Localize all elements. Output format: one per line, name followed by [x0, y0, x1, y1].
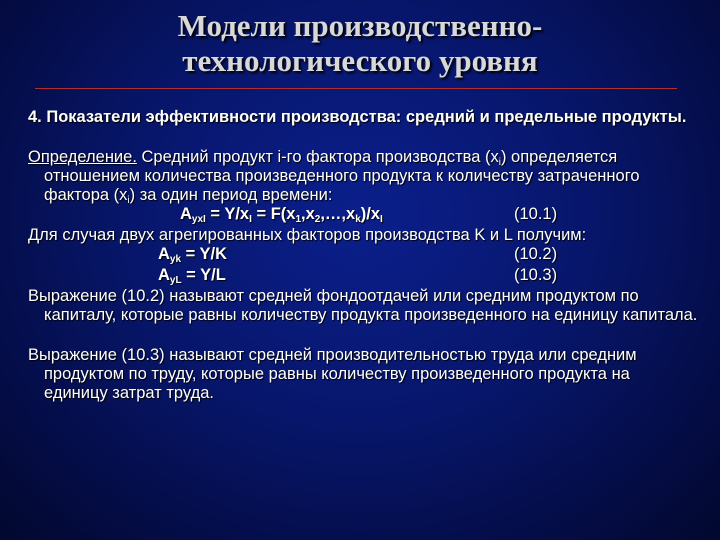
title-line-2: технологического уровня [182, 43, 538, 78]
definition-label: Определение. [28, 148, 137, 166]
definition-text-2: ) определяется отношением количества произведенного продукта к количеству затраченного фактора (x [44, 148, 640, 204]
section-heading: 4. Показатели эффективности производства: средний и предельные продукты. [28, 108, 687, 126]
formula-10-1-expression: $A_{yxI} = Y/x_I$ = $F(x_1,x_2,\dots,x_k)/x_I$ [180, 205, 383, 225]
formula-10-1 [28, 205, 698, 226]
formula-10-3-expression: $A_{yL} = Y/L$ [158, 266, 226, 286]
definition-sub-i-2: i [127, 195, 130, 206]
formula-10-3-number: (10.3) [514, 266, 558, 284]
capital-productivity-paragraph: Выражение (10.2) называют средней фондоотдачей или средним продуктом по капиталу, которые равны количеству продукта произведенного на единицу капитала. [28, 287, 698, 324]
definition-sub-i: i [498, 157, 501, 168]
slide-body [28, 108, 698, 403]
formula-10-3 [28, 266, 698, 287]
slide-title [0, 8, 720, 78]
title-divider [35, 88, 677, 89]
labor-productivity-paragraph: Выражение (10.3) называют средней производительностью труда или средним продуктом по труду, которые равны количеству произведенного продукта на единицу затрат труда. [28, 346, 637, 402]
definition-text: Средний продукт i-го фактора производства (x [136, 148, 499, 166]
definition-paragraph [28, 148, 698, 205]
formula-10-1-number: (10.1) [514, 205, 558, 223]
definition-text-3: ) за один период времени: [129, 186, 333, 204]
two-factors-paragraph: Для случая двух агрегированных факторов производства K и L получим: [28, 226, 587, 244]
formula-10-2-number: (10.2) [514, 245, 558, 263]
formula-10-2 [28, 245, 698, 266]
title-line-1: Модели производственно- [177, 8, 543, 43]
formula-10-2-expression: $A_{yk} = Y/K$ [158, 245, 228, 265]
